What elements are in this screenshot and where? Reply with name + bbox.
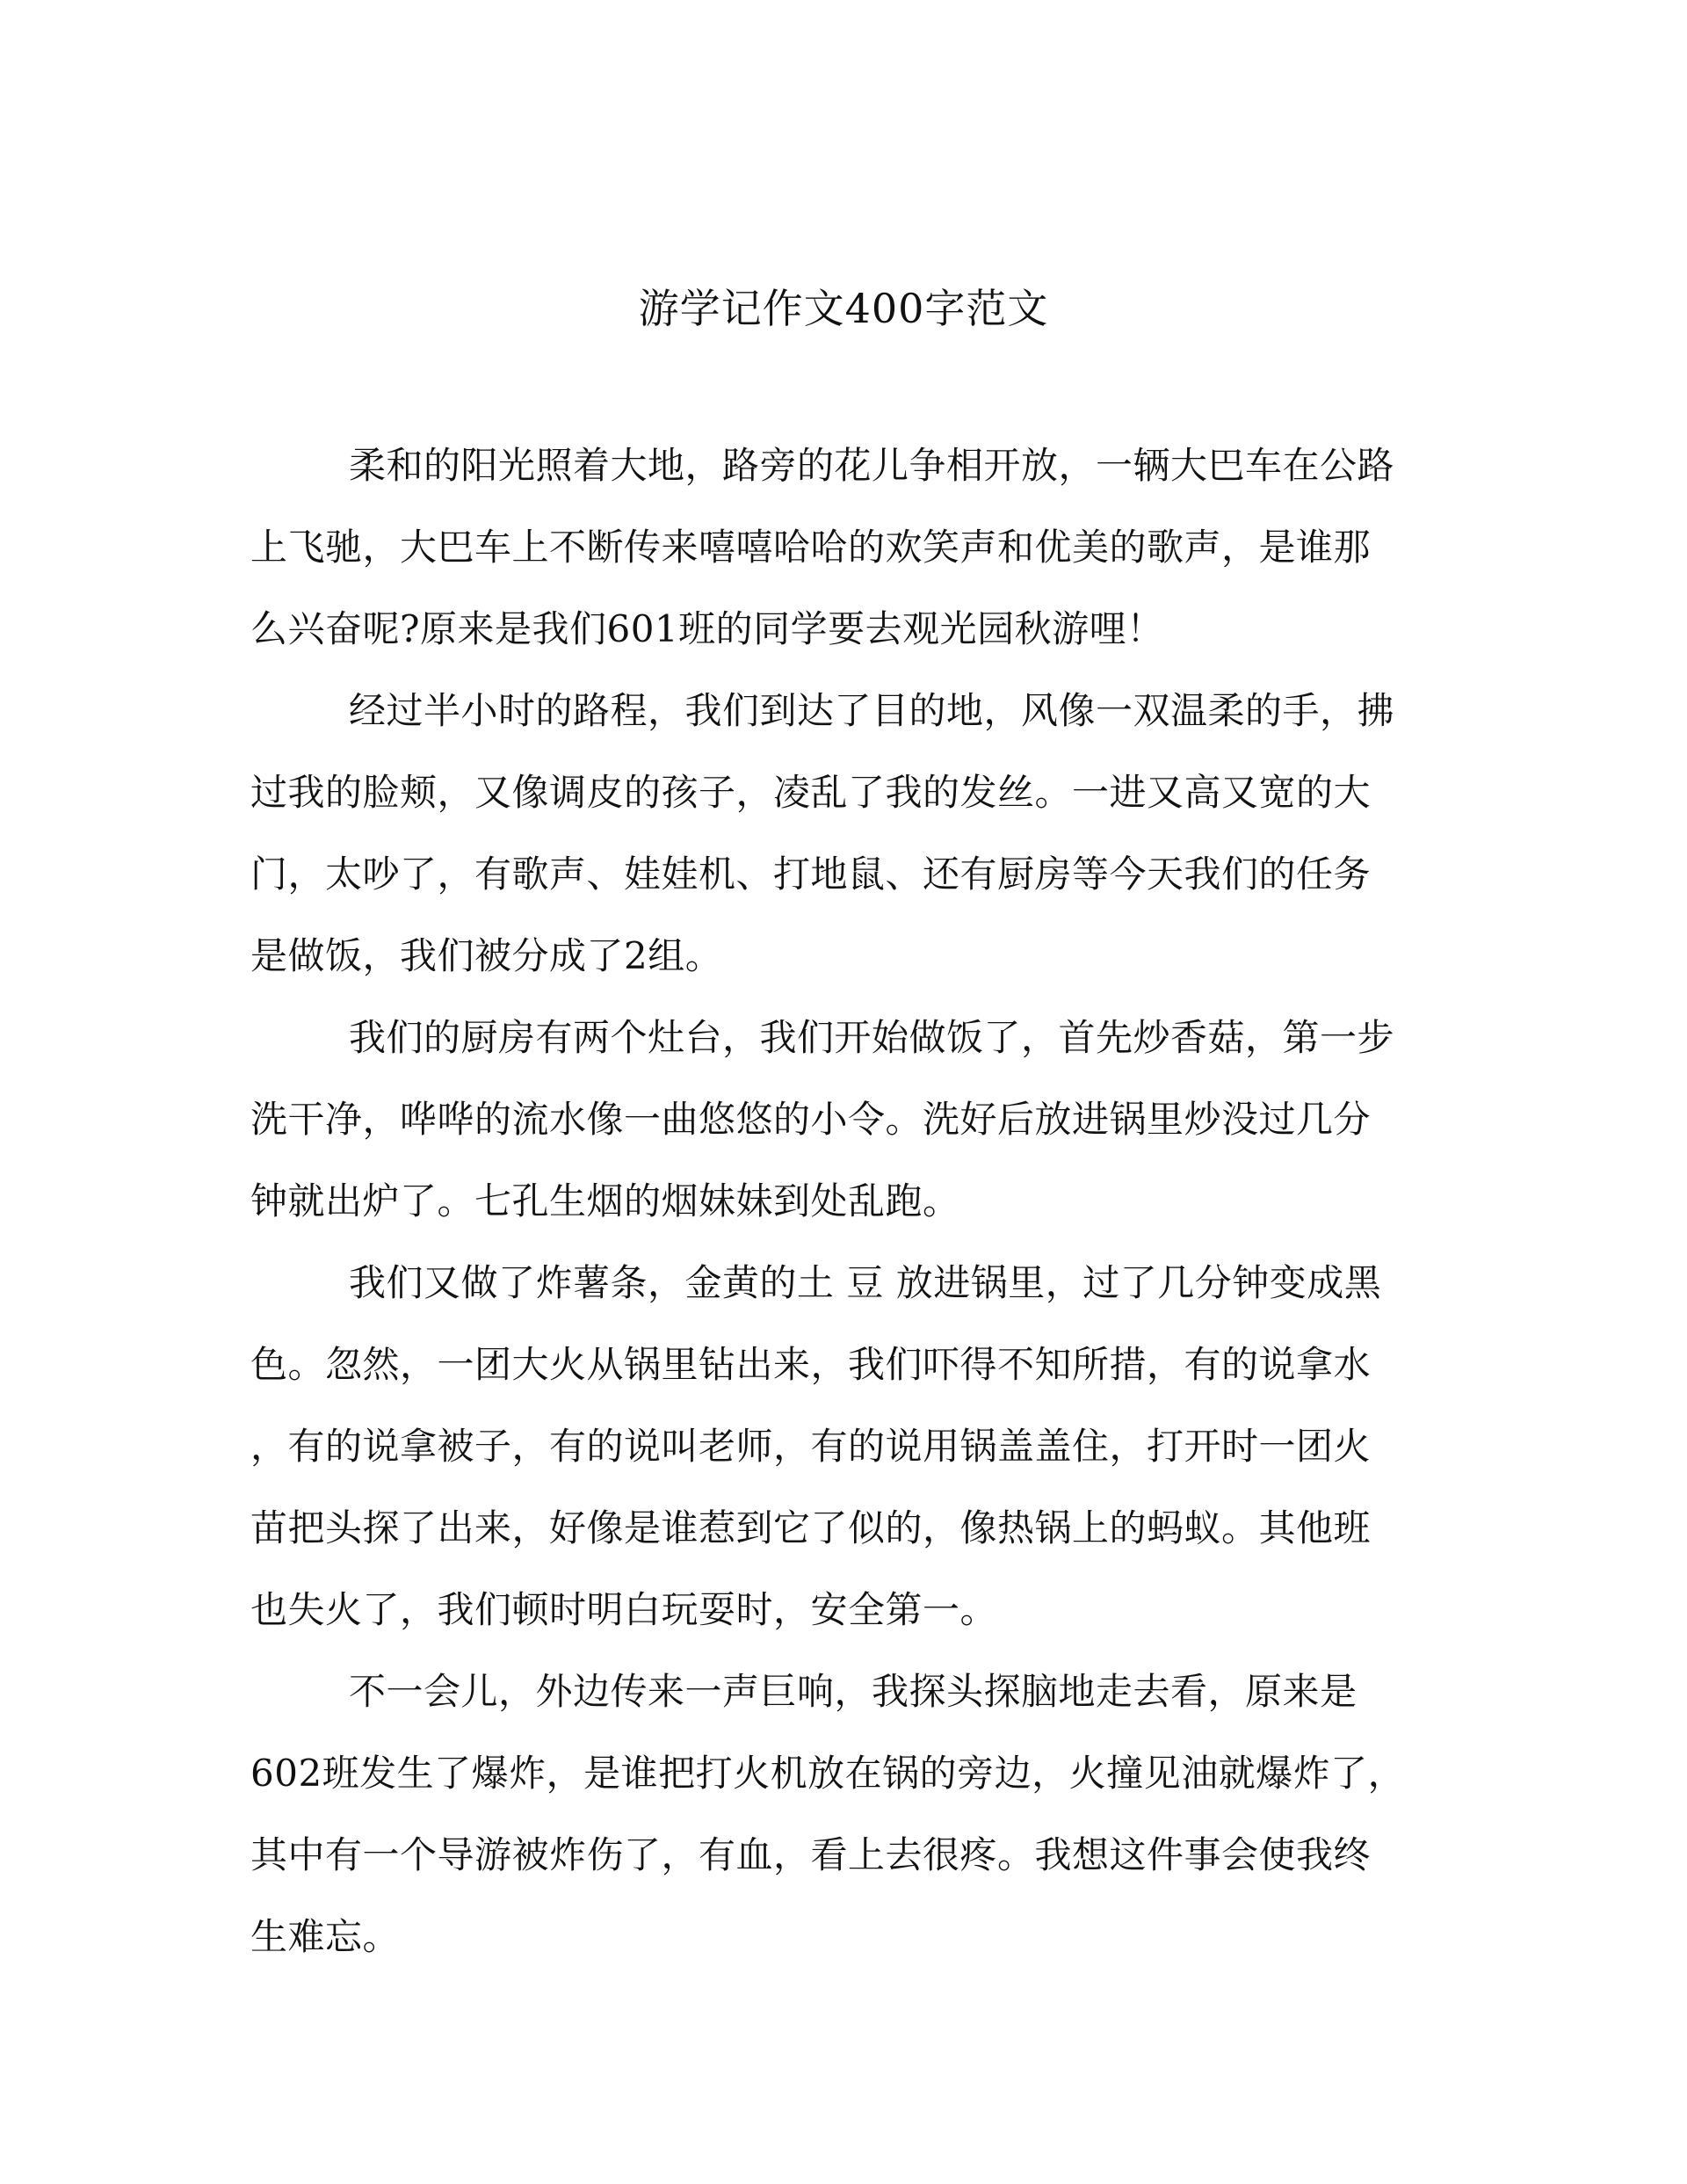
text-line: 其中有一个导游被炸伤了，有血，看上去很疼。我想这件事会使我终 [250,1833,1372,1876]
text-line: 上飞驰，大巴车上不断传来嘻嘻哈哈的欢笑声和优美的歌声，是谁那 [250,526,1372,569]
text-line: 门，太吵了，有歌声、娃娃机、打地鼠、还有厨房等今天我们的任务 [250,853,1372,896]
text-line: 钟就出炉了。七孔生烟的烟妹妹到处乱跑。 [250,1179,960,1223]
text-line: 也失火了，我们顿时明白玩耍时，安全第一。 [250,1588,998,1631]
text-line: 我们又做了炸薯条，金黄的土 豆 放进锅里，过了几分钟变成黑 [349,1261,1382,1304]
text-line: ，有的说拿被子，有的说叫老师，有的说用锅盖盖住，打开时一团火 [250,1425,1372,1468]
text-line: 不一会儿，外边传来一声巨响，我探头探脑地走去看，原来是 [349,1670,1358,1713]
text-line: 色。忽然，一团大火从锅里钻出来，我们吓得不知所措，有的说拿水 [250,1343,1372,1386]
text-line: 过我的脸颊，又像调皮的孩子，凌乱了我的发丝。一进又高又宽的大 [250,771,1372,814]
text-line: 经过半小时的路程，我们到达了目的地，风像一双温柔的手，拂 [349,689,1395,732]
text-line: 么兴奋呢?原来是我们601班的同学要去观光园秋游哩！ [250,607,1164,650]
text-line: 柔和的阳光照着大地，路旁的花儿争相开放，一辆大巴车在公路 [349,444,1395,487]
text-line: 洗干净，哗哗的流水像一曲悠悠的小令。洗好后放进锅里炒没过几分 [250,1098,1372,1141]
document-title: 游学记作文400字范文 [638,285,1049,332]
text-line: 生难忘。 [250,1915,401,1958]
text-line: 602班发生了爆炸，是谁把打火机放在锅的旁边，火撞见油就爆炸了， [250,1752,1406,1795]
text-line: 苗把头探了出来，好像是谁惹到它了似的，像热锅上的蚂蚁。其他班 [250,1506,1372,1549]
text-line: 是做饭，我们被分成了2组。 [250,934,723,977]
text-line: 我们的厨房有两个灶台，我们开始做饭了，首先炒香菇，第一步 [349,1016,1395,1059]
